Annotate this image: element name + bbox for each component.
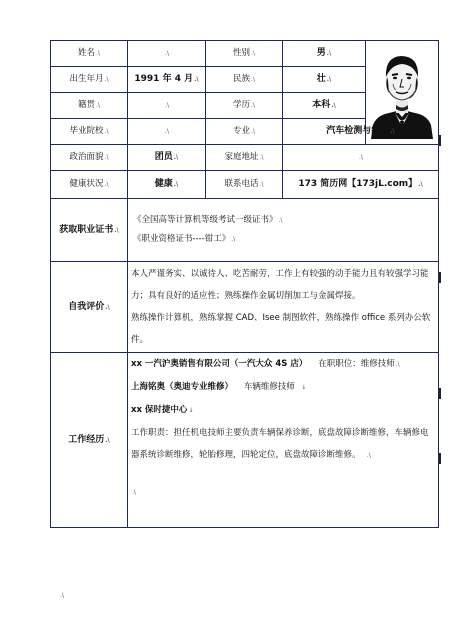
paragraph-mark: [439, 135, 441, 146]
paragraph-mark: [439, 272, 441, 283]
self-evaluation-content: [128, 262, 439, 353]
evaluation-paragraph: 熟练操作计算机，熟练掌握 CAD、Isee 制图软件，熟练操作 office 系列办公软件。: [131, 313, 431, 345]
political-value: 团员.\: [128, 145, 206, 171]
native-value: .\: [128, 93, 206, 119]
birth-value: 1991 年 4 月.\: [128, 67, 206, 93]
school-label: 毕业院校.\: [51, 119, 128, 145]
major-value: 汽车检测与维修.\: [283, 119, 439, 145]
work-entry: xx 保时捷中心↓: [131, 405, 194, 415]
work-experience-label: 工作经历.\: [51, 353, 128, 528]
education-label: 学历.\: [206, 93, 283, 119]
work-blank-line: .\: [132, 489, 136, 496]
certificates-content: [128, 199, 439, 262]
ethnicity-label: 民族.\: [206, 67, 283, 93]
school-value: .\: [128, 119, 206, 145]
gender-value: 男.\: [283, 41, 366, 67]
political-label: 政治面貌.\: [51, 145, 128, 171]
birth-label: 出生年月.\: [51, 67, 128, 93]
work-duties: 工作职责：担任机电技师主要负责车辆保养诊断，底盘故障诊断维修，车辆修电器系统诊断维修，轮胎修理，四轮定位，底盘故障诊断维修。 .\: [131, 428, 429, 460]
self-evaluation-label: 自我评价.\: [51, 262, 128, 353]
paragraph-mark: [439, 388, 441, 399]
work-entry: xx 一汽沪奥销售有限公司（一汽大众 4S 店） 在职职位：维修技师.\: [131, 359, 400, 369]
name-label: 姓名.\: [51, 41, 128, 67]
end-mark: .\: [60, 592, 64, 599]
phone-label: 联系电话.\: [206, 171, 283, 199]
health-label: 健康状况.\: [51, 171, 128, 199]
phone-value: 173 简历网【173jL.com】.\: [283, 171, 439, 199]
paragraph-mark: [439, 453, 441, 464]
work-entry: 上海铭奥（奥迪专业维修） 车辆维修技师 ↓: [131, 382, 307, 392]
name-value: .\: [128, 41, 206, 67]
gender-label: 性别.\: [206, 41, 283, 67]
certificate-item: 《职业资格证书----钳工》.\: [133, 234, 236, 244]
certificate-item: 《全国高等计算机等级考试一级证书》.\: [133, 215, 283, 225]
major-label: 专业.\: [206, 119, 283, 145]
education-value: 本科.\: [283, 93, 366, 119]
health-value: 健康.\: [128, 171, 206, 199]
work-experience-content: [128, 353, 439, 528]
ethnicity-value: 壮.\: [283, 67, 366, 93]
address-value: .\: [283, 145, 439, 171]
address-label: 家庭地址.\: [206, 145, 283, 171]
resume-table: [50, 40, 439, 528]
evaluation-paragraph: 本人严谨务实、以诚待人、吃苦耐劳，工作上有较强的动手能力且有较强学习能力；具有良好的适应性；熟练操作金属切削加工与金属焊接。: [131, 269, 429, 301]
certificates-label: 获取职业证书.\: [51, 199, 128, 262]
native-label: 籍贯.\: [51, 93, 128, 119]
